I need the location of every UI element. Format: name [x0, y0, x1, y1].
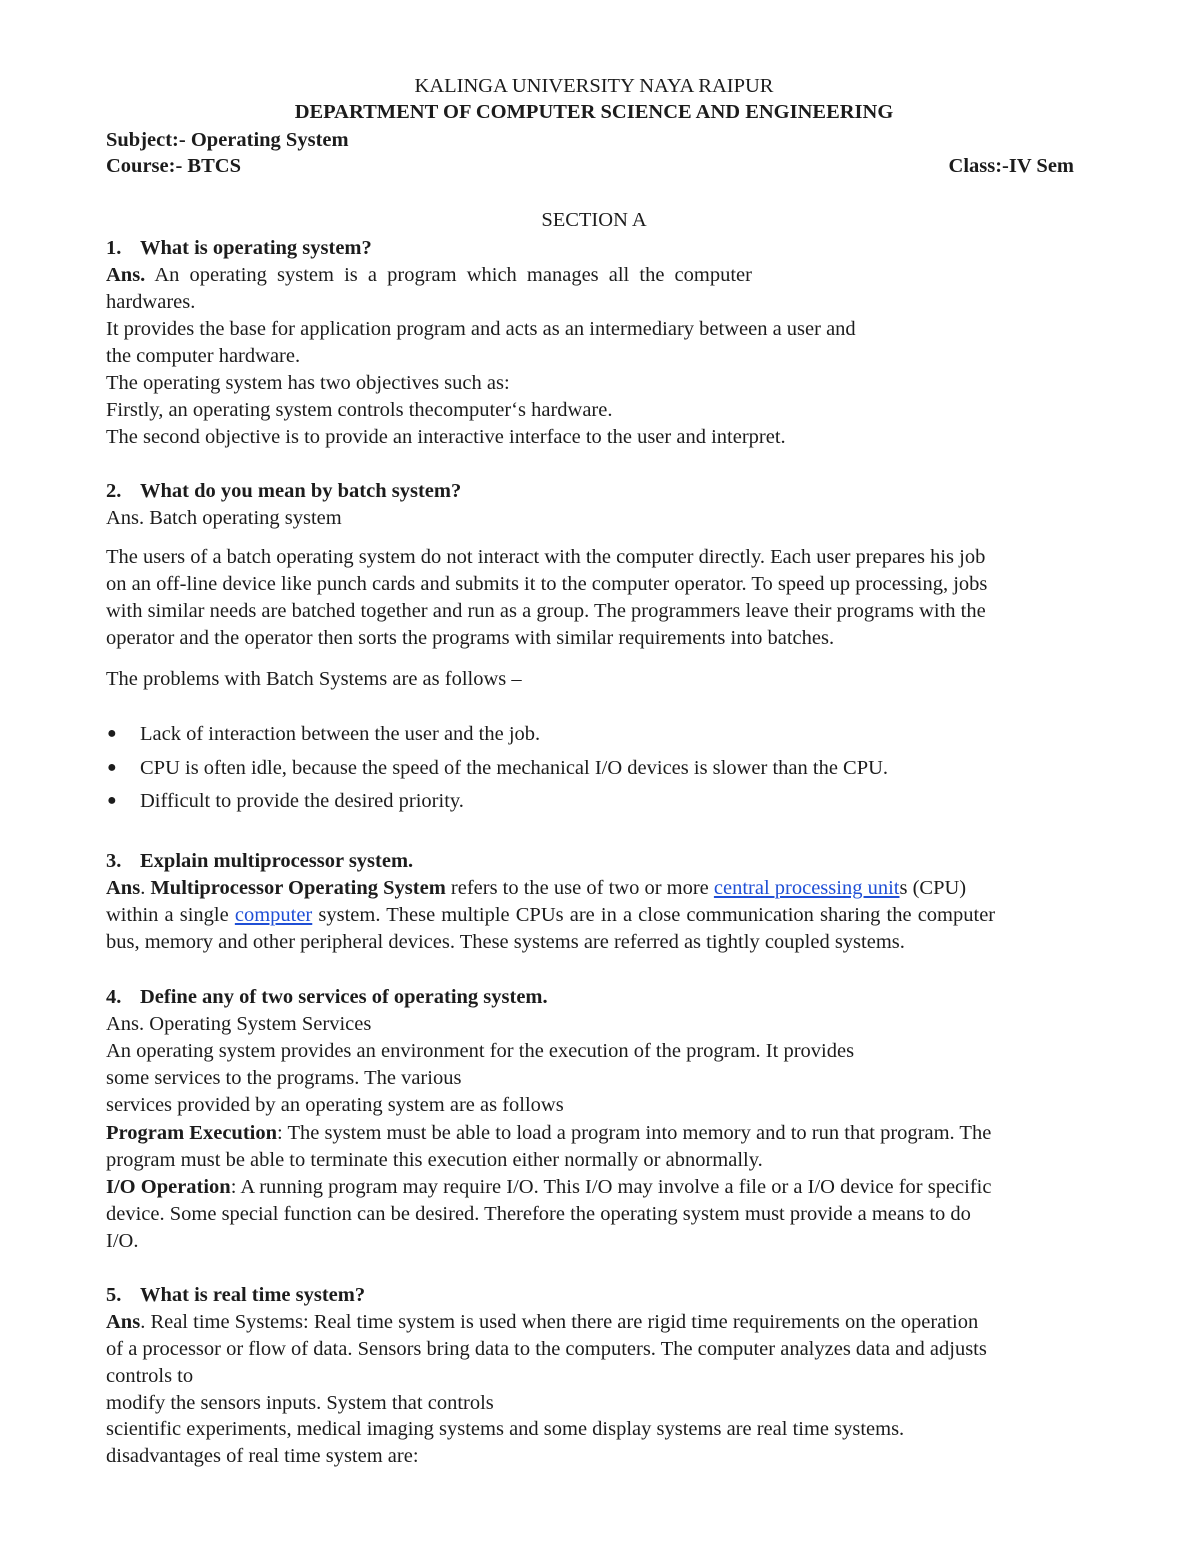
answer-5-line-1: [106, 1309, 978, 1335]
question-2: [106, 478, 461, 504]
answer-4-line-4: services provided by an operating system are as follows: [106, 1094, 564, 1116]
answer-3-dot: .: [140, 877, 146, 899]
course-label: Course:-: [106, 155, 183, 177]
answer-2-heading: Ans. Batch operating system: [106, 507, 342, 529]
answer-4-line-2: An operating system provides an environment for the execution of the program. It provides: [106, 1040, 855, 1062]
course-value: BTCS: [187, 155, 241, 177]
question-2-text: What do you mean by batch system?: [140, 480, 462, 502]
program-execution-term: Program Execution: [106, 1122, 277, 1144]
answer-5-line-5: scientific experiments, medical imaging systems and some display systems are real time systems.: [106, 1418, 905, 1440]
course-line: [106, 153, 241, 179]
question-1-text: What is operating system?: [140, 237, 372, 259]
question-3-number: 3.: [106, 850, 122, 872]
io-operation-line-2: device. Some special function can be desired. Therefore the operating system must provide a means to do: [106, 1203, 971, 1225]
question-3-text: Explain multiprocessor system.: [140, 850, 414, 872]
io-operation-term: I/O Operation: [106, 1176, 231, 1198]
io-operation-line-3: I/O.: [106, 1230, 139, 1252]
subject-label: Subject:-: [106, 129, 186, 151]
answer-5-line-3: controls to: [106, 1365, 194, 1387]
answer-3-text-a: refers to the use of two or more: [450, 877, 709, 899]
io-operation-text: : A running program may require I/O. This I/O may involve a file or a I/O device for specific: [230, 1176, 992, 1198]
answer-2-para-line-3: with similar needs are batched together and run as a group. The programmers leave their programs with the: [106, 600, 986, 622]
central-processing-unit-link[interactable]: central processing unit: [713, 877, 900, 899]
question-5-text: What is real time system?: [140, 1284, 366, 1306]
bullet-icon: ●: [107, 759, 117, 776]
program-execution-line-2: program must be able to terminate this execution either normally or abnormally.: [106, 1149, 763, 1171]
answer-3-label: Ans: [106, 877, 141, 899]
answer-4-line-1: Ans. Operating System Services: [106, 1013, 372, 1035]
answer-3-line-1: [106, 875, 966, 901]
question-4-number: 4.: [106, 986, 122, 1008]
answer-2-para-line-1: The users of a batch operating system do not interact with the computer directly. Each user prepares his job: [106, 546, 986, 568]
answer-1-line-2: hardwares.: [106, 291, 196, 313]
answer-3-line-3: bus, memory and other peripheral devices. These systems are referred as tightly coupled systems.: [106, 931, 905, 953]
question-4: [106, 984, 548, 1010]
answer-3-text-d: system. These multiple CPUs are in a close communication sharing the computer: [318, 904, 996, 926]
answer-1-text: An operating system is a program which manages all the computer: [154, 264, 752, 286]
answer-3-text-b: s (CPU): [899, 877, 967, 899]
answer-5-label: Ans: [106, 1311, 141, 1333]
answer-5-line-6: disadvantages of real time system are:: [106, 1445, 419, 1467]
question-1-number: 1.: [106, 237, 122, 259]
computer-link[interactable]: computer: [234, 904, 313, 926]
answer-1-line-1: [106, 262, 752, 288]
problem-list-item-2: CPU is often idle, because the speed of the mechanical I/O devices is slower than the CPU.: [140, 757, 889, 779]
class-info: Class:-IV Sem: [948, 155, 1074, 177]
bullet-icon: ●: [107, 725, 117, 742]
problem-list-item-1: Lack of interaction between the user and the job.: [140, 723, 541, 745]
answer-5-line-2: of a processor or flow of data. Sensors bring data to the computers. The computer analyzes data and adjusts: [106, 1338, 987, 1360]
answer-1-line-7: The second objective is to provide an interactive interface to the user and interpret.: [106, 426, 786, 448]
answer-4-line-3: some services to the programs. The various: [106, 1067, 462, 1089]
section-title: SECTION A: [541, 209, 647, 231]
university-name: KALINGA UNIVERSITY NAYA RAIPUR: [414, 75, 774, 97]
program-execution-line-1: [106, 1120, 991, 1146]
answer-1-line-5: The operating system has two objectives such as:: [106, 372, 510, 394]
answer-2-para-line-4: operator and the operator then sorts the programs with similar requirements into batches.: [106, 627, 835, 649]
answer-3-line-2: [106, 902, 995, 928]
bullet-icon: ●: [107, 792, 117, 809]
subject-value: Operating System: [190, 129, 349, 151]
answer-1-line-3: It provides the base for application program and acts as an intermediary between a user and: [106, 318, 856, 340]
subject-line: [106, 127, 349, 153]
answer-2-problems-intro: The problems with Batch Systems are as follows –: [106, 668, 522, 690]
answer-1-line-4: the computer hardware.: [106, 345, 301, 367]
answer-3-text-c: within a single: [106, 904, 229, 926]
problem-list-item-3: Difficult to provide the desired priority.: [140, 790, 464, 812]
question-1: [106, 235, 372, 261]
io-operation-line-1: [106, 1174, 991, 1200]
question-2-number: 2.: [106, 480, 122, 502]
answer-5-line-4: modify the sensors inputs. System that controls: [106, 1392, 494, 1414]
answer-5-text: . Real time Systems: Real time system is used when there are rigid time requirements on the operation: [140, 1311, 979, 1333]
question-5-number: 5.: [106, 1284, 122, 1306]
question-4-text: Define any of two services of operating system.: [140, 986, 548, 1008]
department-name: DEPARTMENT OF COMPUTER SCIENCE AND ENGINEERING: [294, 101, 894, 123]
question-3: [106, 848, 413, 874]
answer-1-label: Ans.: [106, 264, 146, 286]
answer-2-para-line-2: on an off-line device like punch cards and submits it to the computer operator. To speed up processing, jobs: [106, 573, 988, 595]
multiprocessor-term: Multiprocessor Operating System: [150, 877, 446, 899]
question-5: [106, 1282, 365, 1308]
answer-1-line-6: Firstly, an operating system controls thecomputer‘s hardware.: [106, 399, 613, 421]
program-execution-text: : The system must be able to load a program into memory and to run that program. The: [277, 1122, 992, 1144]
